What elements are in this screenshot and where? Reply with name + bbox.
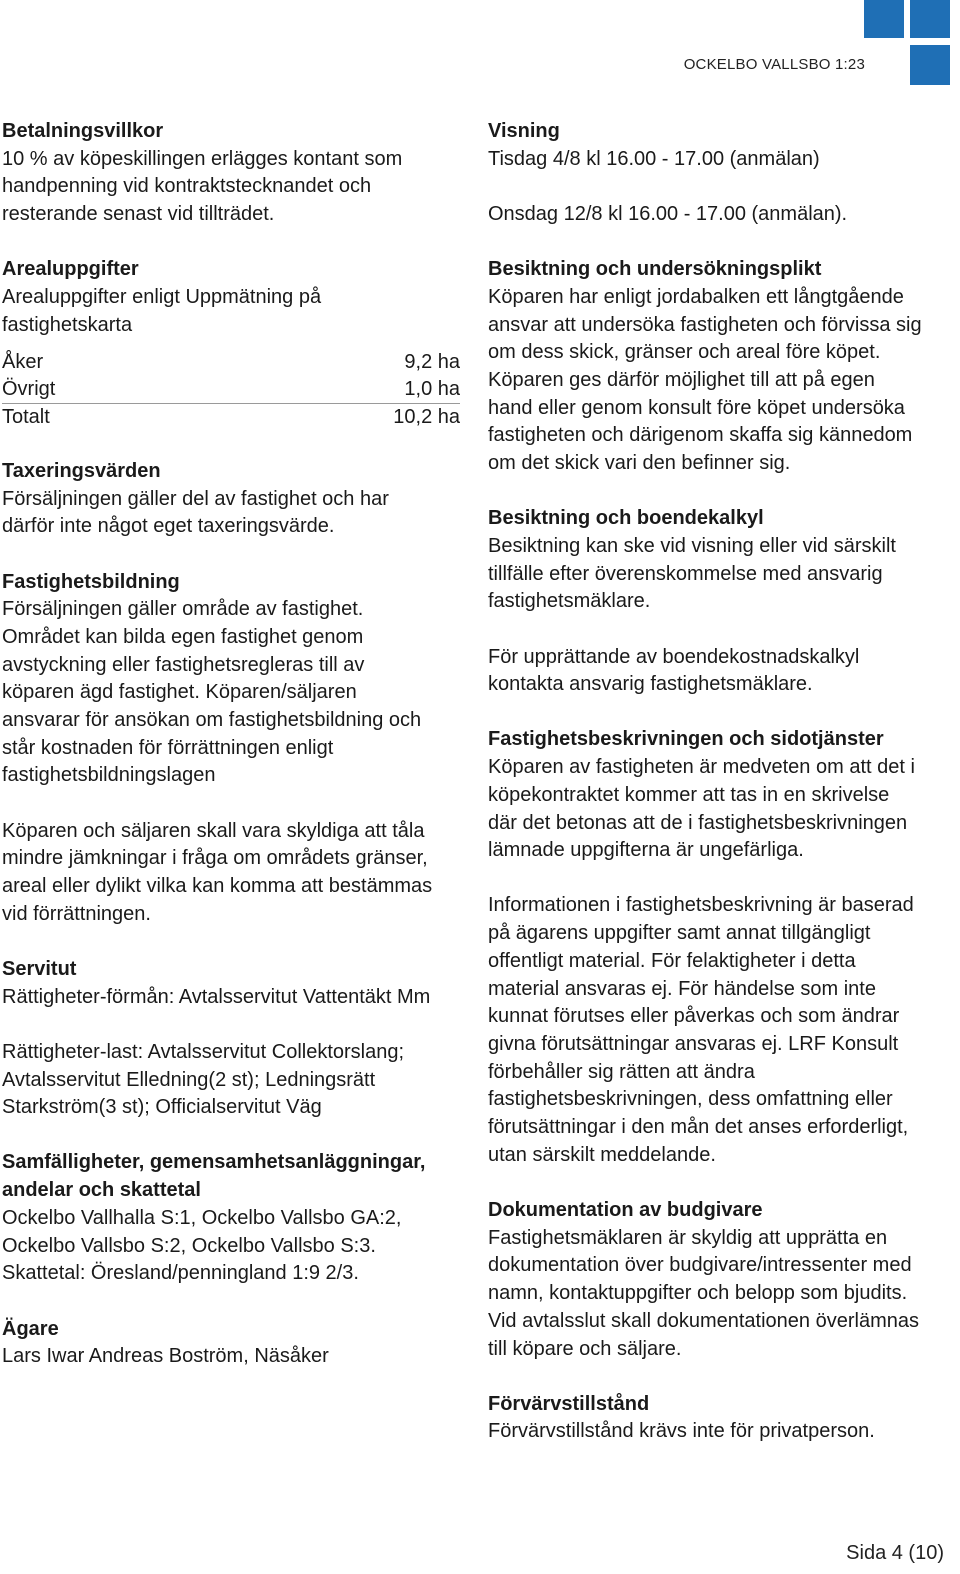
- text-line: Området kan bilda egen fastighet genom: [2, 625, 364, 648]
- heading-arealuppgifter: Arealuppgifter: [2, 258, 139, 281]
- text-line: Informationen i fastighetsbeskrivning är baserad: [488, 894, 914, 917]
- section-betalningsvillkor: [2, 118, 460, 229]
- text-line: resterande senast vid tillträdet.: [2, 203, 275, 226]
- text-line: Starkström(3 st); Officialservitut Väg: [2, 1096, 322, 1119]
- section-samfalligheter: [2, 1149, 460, 1288]
- text-line: givna förutsättningar ansvaras ej. LRF Konsult: [488, 1032, 899, 1055]
- section-forvarvstillstand: [488, 1391, 950, 1446]
- text-line: Arealuppgifter enligt Uppmätning på: [2, 286, 322, 309]
- text-line: köparen ägd fastighet. Köparen/säljaren: [2, 681, 357, 704]
- heading-servitut: Servitut: [2, 957, 77, 980]
- heading-budgivare: Dokumentation av budgivare: [488, 1199, 763, 1221]
- section-agare: [2, 1316, 460, 1371]
- text-line: Förvärvstillstånd krävs inte för privatperson.: [488, 1420, 875, 1443]
- text-line: Besiktning kan ske vid visning eller vid särskilt: [488, 534, 896, 557]
- text-line: Lars Iwar Andreas Boström, Näsåker: [2, 1345, 329, 1368]
- section-taxeringsvarden: [2, 458, 460, 541]
- text-line: Ockelbo Vallsbo S:2, Ockelbo Vallsbo S:3.: [2, 1234, 376, 1257]
- heading-fastighetsbildning: Fastighetsbildning: [2, 570, 180, 593]
- left-column: [2, 118, 460, 1398]
- text-line: Avtalsservitut Elledning(2 st); Ledningsrätt: [2, 1068, 376, 1091]
- text-line: fastighetsbeskrivningen, dess omfattning eller: [488, 1088, 893, 1111]
- text-line: avstyckning eller fastighetsregleras till av: [2, 653, 365, 676]
- heading-besiktning-boendekalkyl: Besiktning och boendekalkyl: [488, 507, 764, 530]
- section-sidotjanster: [488, 726, 950, 865]
- text-line: handpenning vid kontraktstecknandet och: [2, 175, 372, 198]
- area-value: 9,2 ha: [404, 351, 460, 374]
- area-value: 1,0 ha: [404, 378, 460, 401]
- heading-sidotjanster: Fastighetsbeskrivningen och sidotjänster: [488, 728, 884, 751]
- text-line: om det skick vari den befinner sig.: [488, 452, 791, 475]
- text-line: Köparen ges därför möjlighet till att på egen: [488, 368, 875, 391]
- area-row: [2, 349, 460, 376]
- text-line: Försäljningen gäller område av fastighet.: [2, 598, 364, 621]
- area-label: Åker: [2, 351, 44, 374]
- area-label: Övrigt: [2, 378, 56, 401]
- text-line: dokumentation över budgivare/intressenter med: [488, 1254, 912, 1277]
- text-line: därför inte något eget taxeringsvärde.: [2, 515, 335, 538]
- text-line: står kostnaden för förrättningen enligt: [2, 736, 334, 759]
- text-line: Ockelbo Vallhalla S:1, Ockelbo Vallsbo GA:2,: [2, 1206, 402, 1229]
- text-line: ansvar att undersöka fastigheten och förvissa sig: [488, 313, 922, 336]
- text-line: köpekontraktet kommer att tas in en skrivelse: [488, 783, 890, 806]
- text-line: Rättigheter-förmån: Avtalsservitut Vattentäkt Mm: [2, 985, 431, 1008]
- document-id: OCKELBO VALLSBO 1:23: [683, 56, 865, 73]
- section-visning: [488, 118, 950, 173]
- text-line: fastighetsbildningslagen: [2, 764, 216, 787]
- area-label: Totalt: [2, 406, 50, 429]
- text-line: mindre jämkningar i fråga om områdets gränser,: [2, 847, 428, 870]
- heading-taxeringsvarden: Taxeringsvärden: [2, 459, 161, 482]
- heading-besiktning-undersokningsplikt: Besiktning och undersökningsplikt: [488, 258, 822, 281]
- section-boendekalkyl-2: [488, 644, 950, 699]
- area-value: 10,2 ha: [393, 406, 460, 429]
- text-line: utan särskilt meddelande.: [488, 1143, 716, 1166]
- heading-agare: Ägare: [2, 1317, 59, 1340]
- section-jamkning: [2, 818, 460, 929]
- area-row-total: [2, 403, 460, 430]
- text-line: kontakta ansvarig fastighetsmäklare.: [488, 673, 813, 696]
- heading-betalningsvillkor: Betalningsvillkor: [2, 120, 164, 142]
- section-besiktning-undersokningsplikt: [488, 256, 950, 478]
- text-line: Tisdag 4/8 kl 16.00 - 17.00 (anmälan): [488, 147, 820, 170]
- section-arealuppgifter: [2, 256, 460, 430]
- text-line: 10 % av köpeskillingen erlägges kontant som: [2, 147, 403, 170]
- text-line: Köparen av fastigheten är medveten om att det i: [488, 756, 915, 779]
- heading-visning: Visning: [488, 120, 560, 142]
- text-line: vid förrättningen.: [2, 902, 151, 925]
- text-line: Onsdag 12/8 kl 16.00 - 17.00 (anmälan).: [488, 202, 848, 225]
- text-line: areal eller dylikt vilka kan komma att bestämmas: [2, 875, 433, 898]
- section-visning-2: [488, 201, 950, 229]
- heading-samfalligheter: andelar och skattetal: [2, 1179, 201, 1202]
- text-line: lämnade uppgifterna är ungefärliga.: [488, 839, 804, 862]
- text-line: där det betonas att de i fastighetsbeskrivningen: [488, 811, 908, 834]
- text-line: För upprättande av boendekostnadskalkyl: [488, 645, 860, 668]
- right-column: [488, 118, 950, 1474]
- heading-forvarvstillstand: Förvärvstillstånd: [488, 1392, 650, 1415]
- text-line: Skattetal: Öresland/penningland 1:9 2/3.: [2, 1262, 359, 1285]
- text-line: förbehåller sig rätten att ändra: [488, 1060, 755, 1083]
- text-line: tillfälle efter överenskommelse med ansvarig: [488, 562, 883, 585]
- text-line: material ansvaras ej. För händelse som inte: [488, 977, 876, 1000]
- text-line: Rättigheter-last: Avtalsservitut Collektorslang;: [2, 1040, 405, 1063]
- text-line: om dess skick, gränser och areal före köpet.: [488, 341, 881, 364]
- section-servitut-last: [2, 1039, 460, 1122]
- page-number: Sida 4 (10): [846, 1542, 944, 1564]
- text-line: på ägarens uppgifter samt annat tillgängligt: [488, 922, 871, 945]
- text-line: kunnat förutses eller påverkas och som ändrar: [488, 1005, 900, 1028]
- text-line: fastighetskarta: [2, 313, 133, 336]
- text-line: fastighetsmäklare.: [488, 590, 651, 613]
- text-line: till köpare och säljare.: [488, 1337, 682, 1360]
- text-line: Köparen har enligt jordabalken ett långtgående: [488, 285, 904, 308]
- section-information: [488, 892, 950, 1169]
- section-fastighetsbildning: [2, 569, 460, 791]
- text-line: hand eller genom konsult före köpet undersöka: [488, 396, 905, 419]
- section-servitut: [2, 956, 460, 1011]
- text-line: fastigheten och därigenom skaffa sig kännedom: [488, 424, 913, 447]
- text-line: ansvarar för ansökan om fastighetsbildning och: [2, 709, 422, 732]
- text-line: offentligt material. För felaktigheter i detta: [488, 949, 856, 972]
- area-table: [2, 349, 460, 430]
- text-line: Vid avtalsslut skall dokumentationen överlämnas: [488, 1309, 919, 1332]
- text-line: Fastighetsmäklaren är skyldig att upprätta en: [488, 1226, 888, 1249]
- heading-samfalligheter: Samfälligheter, gemensamhetsanläggningar,: [2, 1151, 426, 1174]
- text-line: Försäljningen gäller del av fastighet och har: [2, 487, 389, 510]
- section-besiktning-boendekalkyl: [488, 505, 950, 616]
- section-budgivare: [488, 1197, 950, 1363]
- area-row: [2, 376, 460, 403]
- text-line: förutsättningar i den mån det anses erforderligt,: [488, 1116, 909, 1139]
- text-line: Köparen och säljaren skall vara skyldiga att tåla: [2, 819, 425, 842]
- text-line: namn, kontaktuppgifter och belopp som bjudits.: [488, 1282, 908, 1305]
